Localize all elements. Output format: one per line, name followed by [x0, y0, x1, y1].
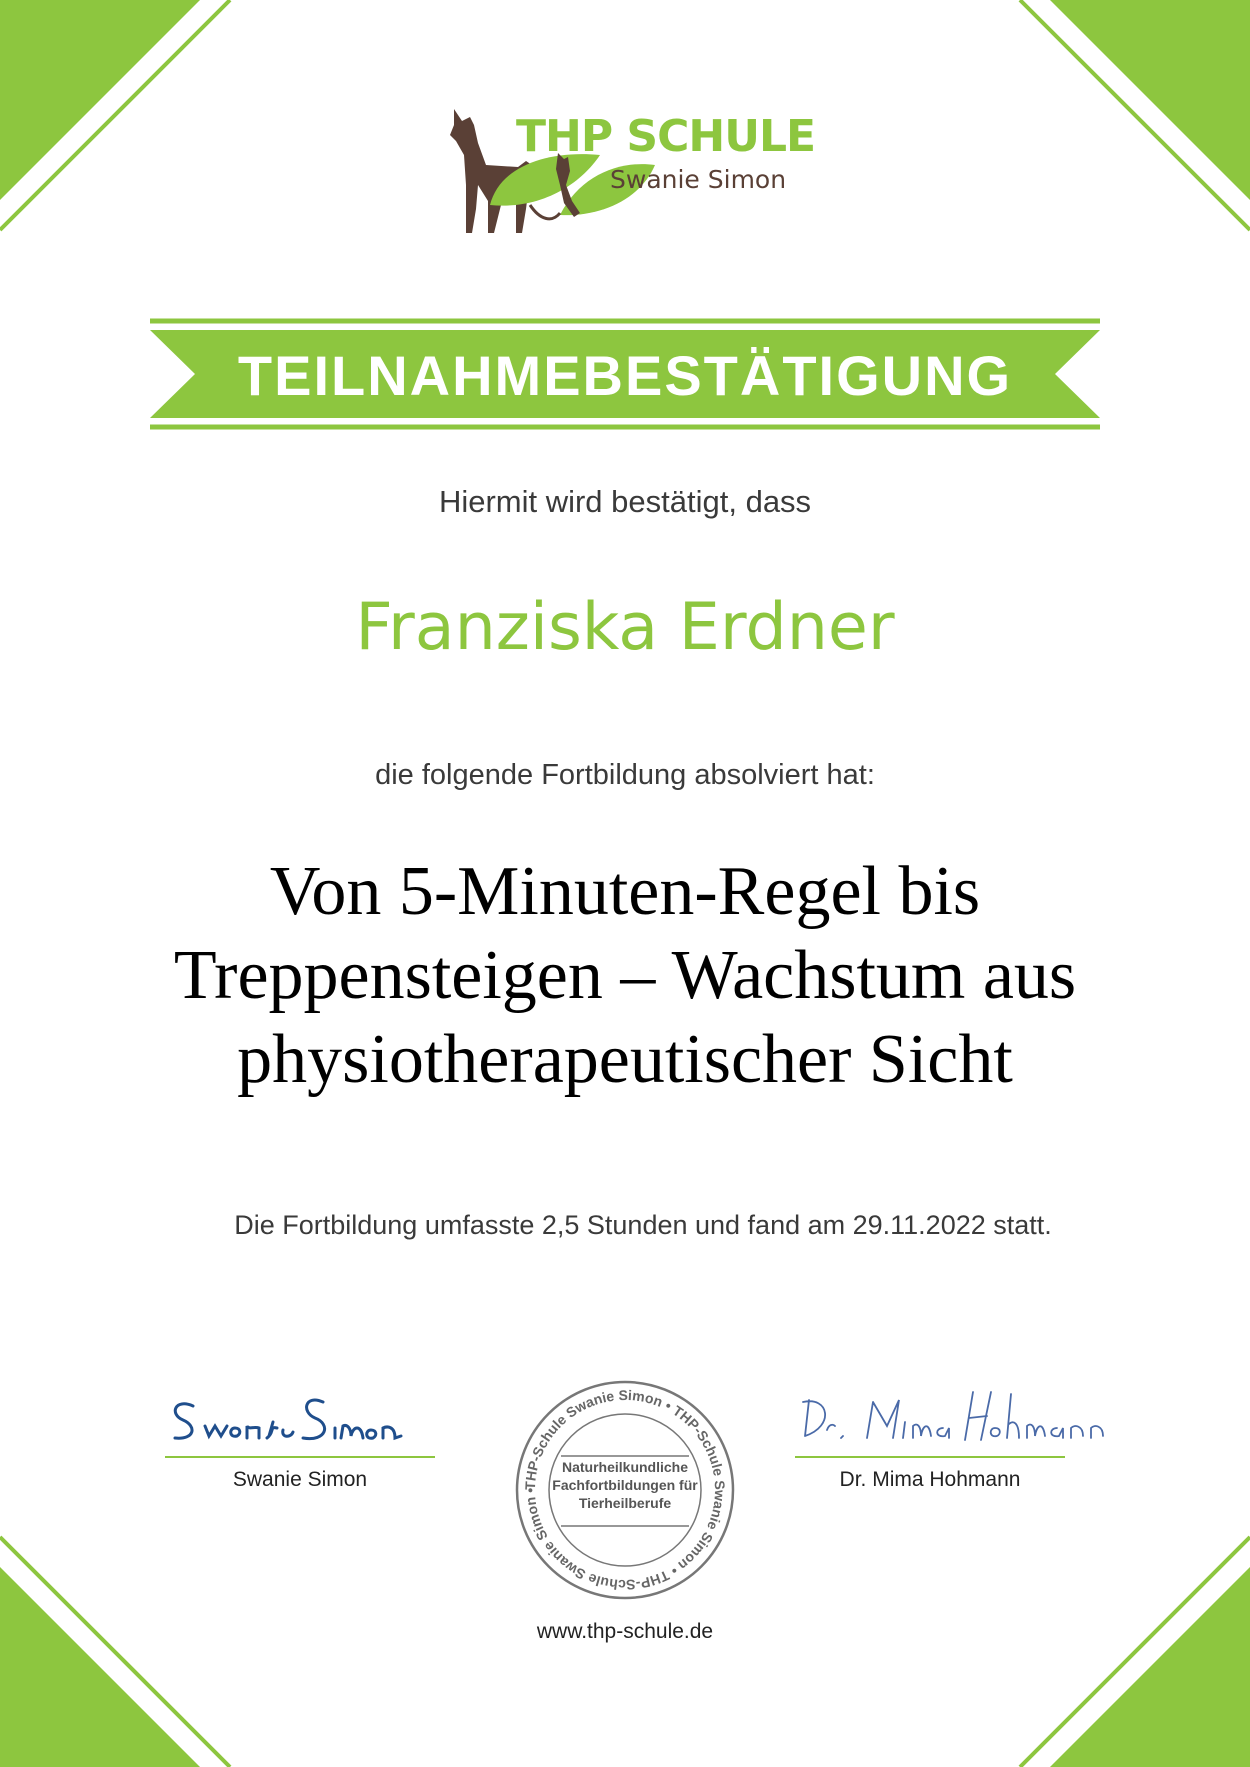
course-title-line: physiotherapeutischer Sicht	[237, 1021, 1013, 1098]
school-stamp	[513, 1378, 737, 1602]
stamp-line: Fachfortbildungen für	[552, 1477, 698, 1493]
signature-block-right	[795, 1380, 1065, 1492]
stamp-line: Tierheilberufe	[578, 1495, 672, 1511]
intro-text: Hiermit wird bestätigt, dass	[438, 484, 812, 519]
stamp-ring-text: THP-Schule Swanie Simon • THP-Schule Swanie Simon • THP-Schule Swanie Simon •	[521, 1386, 729, 1594]
signatory-name: Dr. Mima Hohmann	[839, 1468, 1021, 1491]
thp-schule-logo	[440, 105, 820, 245]
completed-text: die folgende Fortbildung absolviert hat:	[375, 759, 875, 791]
certificate-title: TEILNAHMEBESTÄTIGUNG	[237, 344, 1013, 407]
logo-subtitle: Swanie Simon	[610, 165, 787, 194]
course-title-line: Treppensteigen – Wachstum aus	[173, 937, 1077, 1014]
course-title-line: Von 5-Minuten-Regel bis	[269, 853, 981, 930]
course-details: Die Fortbildung umfasste 2,5 Stunden und fand am 29.11.2022 statt.	[234, 1210, 1052, 1240]
title-banner	[150, 318, 1100, 430]
signature-line	[165, 1456, 435, 1458]
signature-swanie-simon-icon	[165, 1380, 435, 1456]
stamp-center-text	[543, 1458, 707, 1512]
signature-block-left	[165, 1380, 435, 1492]
signatory-name: Swanie Simon	[232, 1468, 368, 1491]
stamp-line: Naturheilkundliche	[561, 1459, 689, 1475]
signature-mima-hohmann-icon	[795, 1380, 1105, 1456]
signature-line	[795, 1456, 1065, 1458]
course-title	[0, 850, 1250, 1102]
participant-name: Franziska Erdner	[355, 590, 895, 665]
website-url: www.thp-schule.de	[536, 1620, 714, 1643]
logo-title: THP SCHULE	[516, 111, 816, 162]
